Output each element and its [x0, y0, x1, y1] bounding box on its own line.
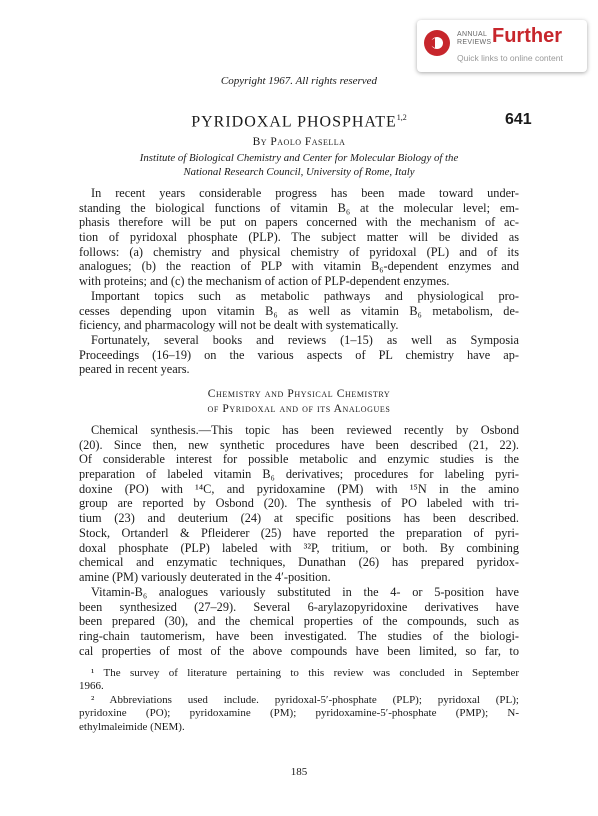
text-line: doxal phosphate (PLP) labeled with ³²P, tritium, or both. By combining [79, 540, 519, 555]
section-heading-line-2: of Pyridoxal and of its Analogues [207, 403, 391, 415]
footnote-2 [79, 694, 519, 734]
page-number-top: 641 [505, 111, 532, 128]
text-line: Important topics such as metabolic pathways and physiological pro- [91, 289, 519, 303]
text-line: In recent years considerable progress has been made toward under- [91, 186, 519, 200]
further-banner[interactable] [417, 20, 587, 72]
further-label: Further [492, 25, 562, 47]
footnote-line: ² Abbreviations used include. pyridoxal-5′-phosphate (PLP); pyridoxal (PL); [91, 694, 519, 706]
text-line: ficiency, and pharmacology will not be dealt with systematically. [79, 318, 399, 333]
text-line: Proceedings (16–19) on the various aspects of PL chemistry have ap- [79, 347, 519, 362]
text-line: Of considerable interest for possible metabolic and enzymic studies is the [79, 452, 519, 467]
text-line: peared in recent years. [79, 362, 190, 377]
intro-paragraph-2 [79, 289, 519, 333]
body-paragraph-analogues [79, 585, 519, 658]
footnote-line: pyridoxine (PO); pyridoxamine (PM); pyridoxamine-5′-phosphate (PMP); N- [79, 707, 519, 720]
page-number-bottom: 185 [290, 766, 308, 778]
annual-reviews-logo-icon [424, 30, 450, 56]
intro-paragraph-1 [79, 186, 519, 289]
text-line: preparation of labeled vitamin B₆ derivatives; procedures for labeling pyri- [79, 467, 519, 482]
text-line: been prepared (30), and the chemical properties of the compounds, such as [79, 614, 519, 629]
brand-line-annual: ANNUAL [457, 31, 488, 38]
text-line: cesses depending upon vitamin B₆ as well as vitamin B₆ metabolism, de- [79, 303, 519, 318]
text-line: Vitamin-B₆ analogues variously substituted in the 4- or 5-position have [91, 585, 519, 599]
text-line: doxine (PO) with ¹⁴C, and pyridoxamine (PM) with ¹⁵N in the amino [79, 481, 519, 496]
article-title-text: PYRIDOXAL PHOSPHATE [191, 113, 397, 131]
intro-paragraph-3 [79, 333, 519, 377]
text-line: phasis therefore will be put on papers concerned with the mechanism of ac- [79, 215, 519, 230]
text-line: analogues; (b) the reaction of PLP with vitamin B₆-dependent enzymes and [79, 259, 519, 274]
copyright-line: Copyright 1967. All rights reserved [220, 75, 378, 87]
body-paragraph-chemical-synthesis [79, 423, 519, 585]
text-line: standing the biological functions of vitamin B₆ at the molecular level; em- [79, 200, 519, 215]
text-line: Fortunately, several books and reviews (1–15) as well as Symposia [91, 333, 519, 347]
text-line: Chemical synthesis.—This topic has been reviewed recently by Osbond [91, 423, 519, 437]
text-line: chemical and enzymatic techniques, Dunathan (26) has prepared pyridox- [79, 555, 519, 570]
text-line: tion of pyridoxal phosphate (PLP). The subject matter will be divided as [79, 230, 519, 245]
brand-line-reviews: REVIEWS [457, 39, 492, 46]
annual-reviews-brand [457, 31, 492, 47]
affiliation-line-1: Institute of Biological Chemistry and Center for Molecular Biology of the [139, 152, 459, 164]
text-line: tium (23) and deuterium (24) at specific positions has been described. [79, 511, 519, 526]
text-line: group are reported by Osbond (20). The synthesis of PO labeled with tri- [79, 496, 519, 511]
author-byline: By Paolo Fasella [252, 136, 346, 148]
text-line: ring-chain tautomerism, have been investigated. The studies of the biologi- [79, 629, 519, 644]
text-line: amine (PM) variously deuterated in the 4′-position. [79, 569, 331, 584]
footnote-1 [79, 667, 519, 694]
footnote-line: 1966. [79, 680, 104, 693]
text-line: with proteins; and (c) the mechanism of action of PLP-dependent enzymes. [79, 274, 450, 289]
footnote-line: ethylmaleimide (NEM). [79, 720, 185, 733]
text-line: follows: (a) chemistry and physical chemistry of pyridoxal (PL) and of its [79, 244, 519, 259]
text-line: cal properties of most of the above compounds have been limited, so far, to [79, 643, 519, 658]
article-title-footnote-marks: 1,2 [396, 113, 407, 122]
footnote-line: ¹ The survey of literature pertaining to this review was concluded in September [91, 667, 519, 679]
text-line: Stock, Ortanderl & Pfleiderer (25) have reported the preparation of pyri- [79, 525, 519, 540]
section-heading-line-1: Chemistry and Physical Chemistry [207, 388, 391, 400]
affiliation-line-2: National Research Council, University of Rome, Italy [183, 166, 415, 178]
text-line: been synthesized (27–29). Several 6-arylazopyridoxine derivatives have [79, 599, 519, 614]
text-line: (20). Since then, new synthetic procedures have been described (21, 22). [79, 437, 519, 452]
quick-links-text: Quick links to online content [457, 53, 563, 63]
